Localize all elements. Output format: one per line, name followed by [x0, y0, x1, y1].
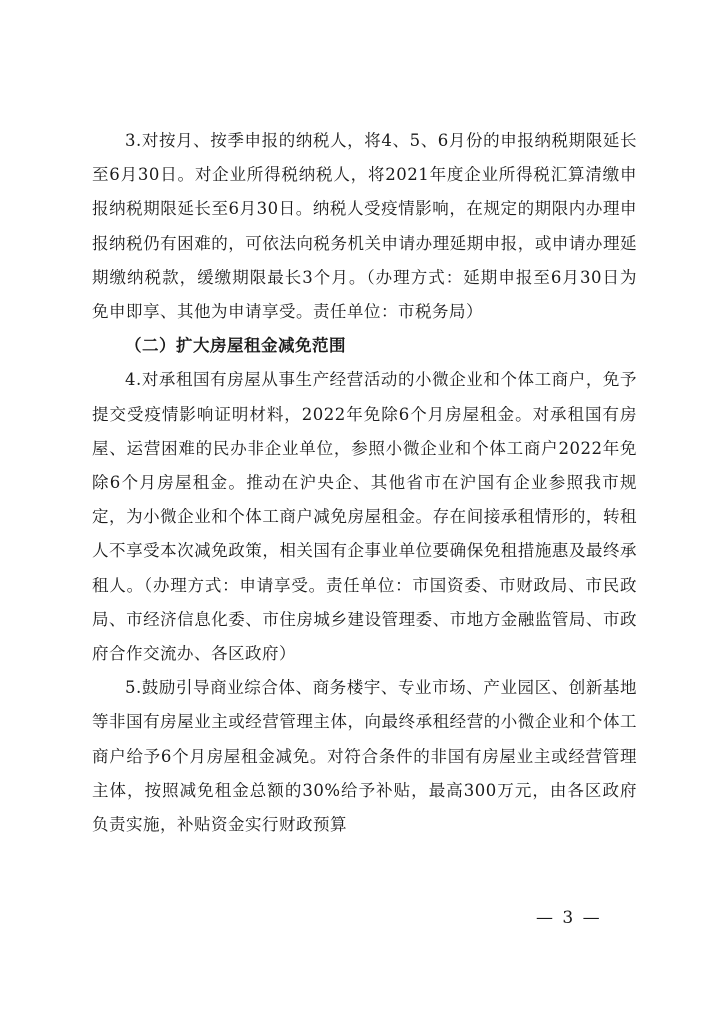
paragraph-4-state-owned-rent-exemption: 4.对承租国有房屋从事生产经营活动的小微企业和个体工商户，免予提交受疫情影响证明材料，2022年免除6个月房屋租金。对承租国有房屋、运营困难的民办非企业单位，参照小微企业和个体工商户2022年免除6个月房屋租金。推动在沪央企、其他省市在沪国有企业参照我市规定，为小微企业和个体工商户减免房屋租金。存在间接承租情形的，转租人不享受本次减免政策，相关国有企事业单位要确保免租措施惠及最终承租人。（办理方式：申请享受。责任单位：市国资委、市财政局、市民政局、市经济信息化委、市住房城乡建设管理委、市地方金融监管局、市政府合作交流办、各区政府） — [92, 370, 637, 664]
document-body — [92, 124, 637, 842]
paragraph-5-non-state-rent-subsidy: 5.鼓励引导商业综合体、商务楼宇、专业市场、产业园区、创新基地等非国有房屋业主或经营管理主体，向最终承租经营的小微企业和个体工商户给予6个月房屋租金减免。对符合条件的非国有房屋业主或经营管理主体，按照减免租金总额的30%给予补贴，最高300万元，由各区政府负责实施，补贴资金实行财政预算 — [92, 678, 637, 835]
section-heading-rent-reduction: （二）扩大房屋租金减免范围 — [125, 336, 346, 356]
page-number: — 3 — — [536, 908, 602, 928]
paragraph-3-tax-filing-extension: 3.对按月、按季申报的纳税人，将4、5、6月份的申报纳税期限延长至6月30日。对企业所得税纳税人，将2021年度企业所得税汇算清缴申报纳税期限延长至6月30日。纳税人受疫情影响，在规定的期限内办理申报纳税仍有困难的，可依法向税务机关申请办理延期申报，或申请办理延期缴纳税款，缓缴期限最长3个月。（办理方式：延期申报至6月30日为免申即享、其他为申请享受。责任单位：市税务局） — [92, 131, 637, 322]
